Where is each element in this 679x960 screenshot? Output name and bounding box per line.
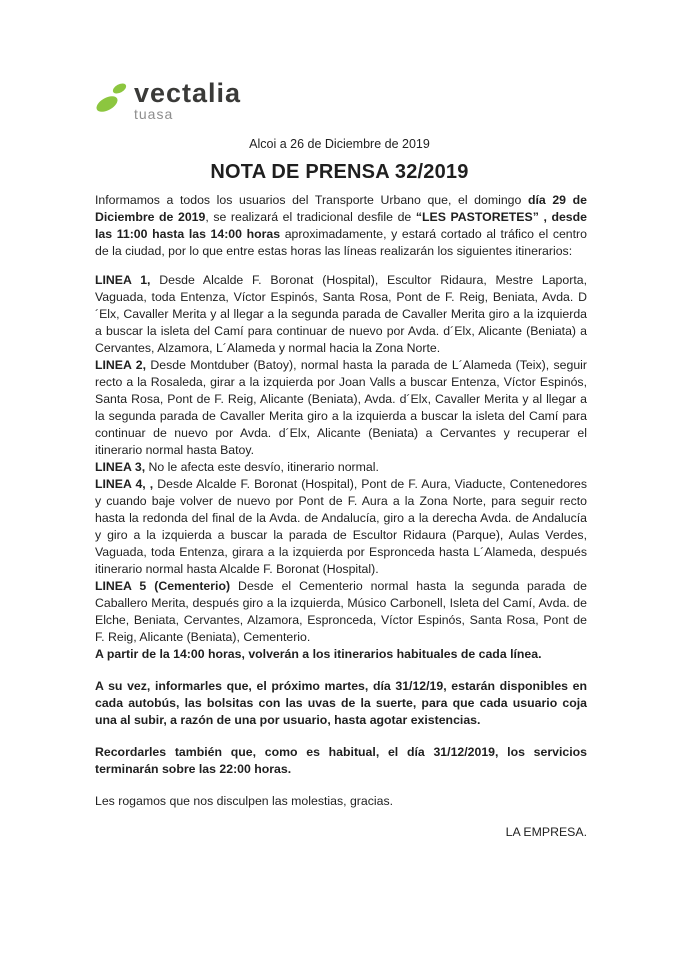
vectalia-logo xyxy=(94,80,241,122)
logo-subbrand-wordmark: tuasa xyxy=(134,106,174,122)
linea-paragraph: LINEA 3, No le afecta este desvío, itinerario normal. xyxy=(95,460,379,474)
logo-brand-wordmark: vectalia xyxy=(134,78,242,108)
closing-paragraph: Les rogamos que nos disculpen las molestias, gracias. xyxy=(95,794,394,808)
linea-paragraph: LINEA 1, Desde Alcalde F. Boronat (Hospital), Escultor Ridaura, Mestre Laporta, Vaguada, toda Entenza, Víctor Espinós, Santa Rosa, Pont de F. Reig, Beniata, Avda. D´Elx, Cavaller Merita y al llegar a la segunda parada de Cavaller Merita giro a la izquierda a buscar la isleta del Camí para continuar de nuevo por Avda. d´Elx, Alicante (Beniata) a Cervantes, Alzamora, L´Alameda y normal hacia la Zona Norte. xyxy=(95,273,588,355)
linea-paragraph: LINEA 2, Desde Montduber (Batoy), normal hasta la parada de L´Alameda (Teix), seguir recto a la Rosaleda, girar a la izquierda por Joan Valls a buscar Entenza, Víctor Espinós, Santa Rosa, Pont de F. Reig, Alicante (Beniata), Avda. d´Elx, Cavaller Merita y al llegar a la segunda parada de Cavaller Merita giro a la izquierda a buscar la isleta del Camí para continuar de nuevo por Avda. d´Elx, Alicante (Beniata) a Cervantes y recuperar el itinerario normal hasta Batoy. xyxy=(95,358,587,457)
document-title: NOTA DE PRENSA 32/2019 xyxy=(210,161,469,183)
linea-paragraph: A partir de la 14:00 horas, volverán a los itinerarios habituales de cada línea. xyxy=(95,647,542,661)
linea-itineraries-block xyxy=(95,272,587,663)
document-body xyxy=(95,192,587,841)
vectalia-leaf-icon xyxy=(94,82,130,119)
logo-text xyxy=(134,80,241,122)
signature: LA EMPRESA. xyxy=(505,825,587,839)
uvas-paragraph: A su vez, informarles que, el próximo martes, día 31/12/19, estarán disponibles en cada autobús, las bolsitas con las uvas de la suerte, para que cada usuario coja una al subir, a razón de una por usuario, hasta agotar existencias. xyxy=(95,679,587,727)
linea-paragraph: LINEA 4, , Desde Alcalde F. Boronat (Hospital), Pont de F. Aura, Viaducte, Contenedores y cuando baje volver de nuevo por Pont de F. Aura a la Zona Norte, para seguir recto hasta la redonda del final de la Avda. de Andalucía, giro a la derecha Avda. de Andalucía y giro a la izquierda a buscar la parada de Escultor Ridaura (Parque), Aulas Verdes, Vaguada, toda Entenza, girara a la izquierda por Espronceda hasta L´Alameda, después itinerario normal hasta Alcalde F. Boronat (Hospital). xyxy=(95,477,587,576)
dateline: Alcoi a 26 de Diciembre de 2019 xyxy=(249,137,430,151)
linea-paragraph: LINEA 5 (Cementerio) Desde el Cementerio normal hasta la segunda parada de Caballero Merita, después giro a la izquierda, Músico Carbonell, Isleta del Camí, Avda. de Elche, Beniata, Cervantes, Alzamora, Espronceda, Víctor Espinós, Santa Rosa, Pont de F. Reig, Alicante (Beniata), Cementerio. xyxy=(95,579,587,644)
horario-paragraph: Recordarles también que, como es habitual, el día 31/12/2019, los servicios terminarán sobre las 22:00 horas. xyxy=(95,745,587,776)
intro-paragraph: Informamos a todos los usuarios del Transporte Urbano que, el domingo día 29 de Diciembre de 2019, se realizará el tradicional desfile de “LES PASTORETES” , desde las 11:00 hasta las 14:00 horas aproximadamente, y estará cortado al tráfico el centro de la ciudad, por lo que entre estas horas las líneas realizarán los siguientes itinerarios: xyxy=(95,193,587,258)
